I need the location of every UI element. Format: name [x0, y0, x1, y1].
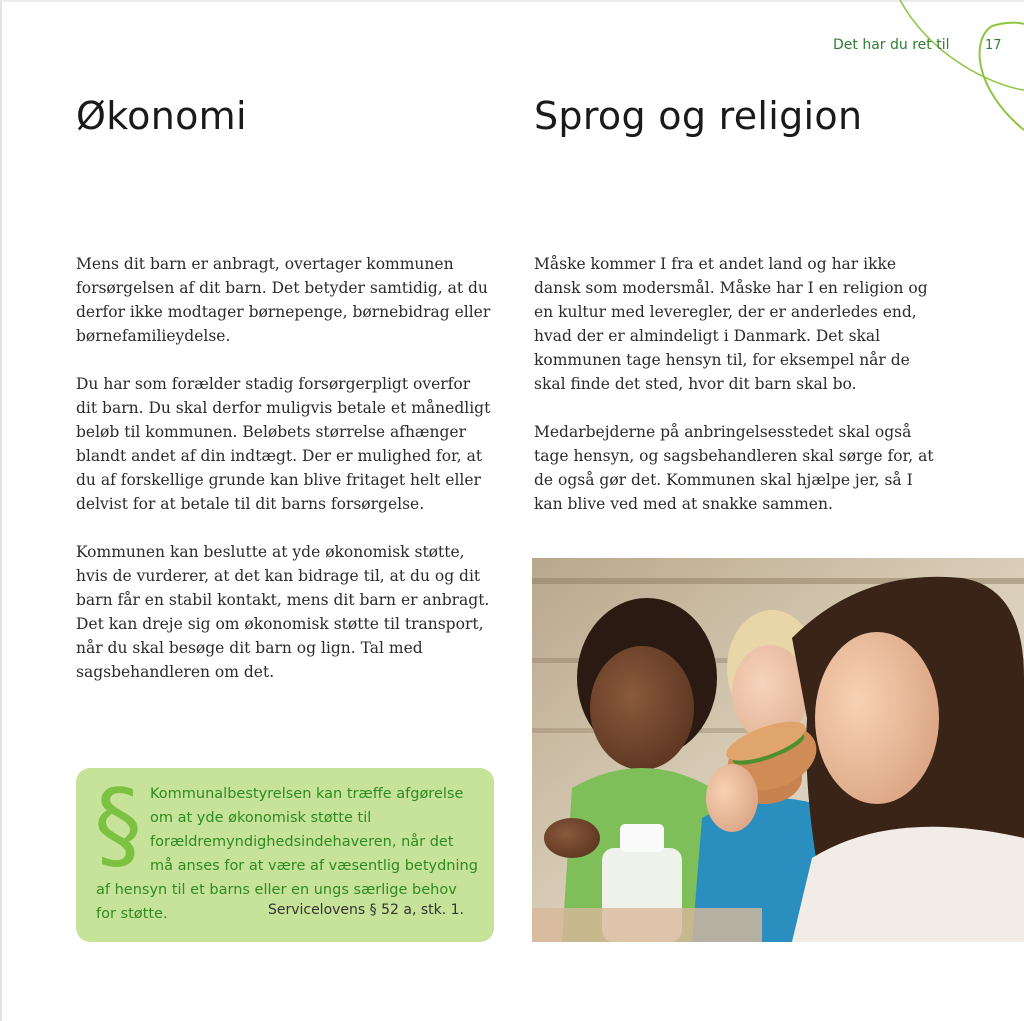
children-eating-photo	[532, 558, 1024, 942]
heading-language-religion: Sprog og religion	[534, 94, 863, 138]
paragraph-symbol-icon: §	[94, 769, 142, 881]
economy-paragraph: Du har som forælder stadig forsørgerpligt overfor dit barn. Du skal derfor muligvis betale et månedligt beløb til kommunen. Beløbets størrelse afhænger blandt andet af din indtægt. Der er mulighed for, at du af forskellige grunde kan blive fritaget helt eller delvist for at betale til dit barns forsørgelse.	[76, 375, 491, 513]
section-header-label: Det har du ret til	[833, 37, 950, 53]
economy-body	[76, 252, 496, 708]
economy-paragraph: Kommunen kan beslutte at yde økonomisk støtte, hvis de vurderer, at det kan bidrage til, at du og dit barn får en stabil kontakt, mens dit barn er anbragt. Det kan dreje sig om økonomisk støtte til transport, når du skal besøge dit barn og lign. Tal med sagsbehandleren om det.	[76, 543, 490, 681]
decorative-swoosh	[880, 0, 1024, 140]
law-quote-box	[76, 768, 494, 942]
heading-economy: Økonomi	[76, 94, 247, 138]
law-source: Servicelovens § 52 a, stk. 1.	[267, 902, 464, 918]
economy-paragraph: Mens dit barn er anbragt, overtager kommunen forsørgelsen af dit barn. Det betyder samtidig, at du derfor ikke modtager børnepenge, børnebidrag eller børnefamilieydelse.	[76, 255, 491, 345]
law-quote-text: Kommunalbestyrelsen kan træffe afgørelse om at yde økonomisk støtte til forældremyndighedsindehaveren, når det må anses for at være af væsentlig betydning af hensyn til et barns eller en ungs særlige behov for støtte.	[96, 786, 478, 922]
page-number: 17	[985, 38, 1002, 53]
language-paragraph: Måske kommer I fra et andet land og har ikke dansk som modersmål. Måske har I en religion og en kultur med leveregler, der er anderledes end, hvad der er almindeligt i Danmark. Det skal kommunen tage hensyn til, for eksempel når de skal finde det sted, hvor dit barn skal bo.	[534, 255, 928, 393]
language-paragraph: Medarbejderne på anbringelsesstedet skal også tage hensyn, og sagsbehandleren skal sørge for, at de også gør det. Kommunen skal hjælpe jer, så I kan blive ved med at snakke sammen.	[534, 423, 934, 513]
language-religion-body	[534, 252, 944, 540]
